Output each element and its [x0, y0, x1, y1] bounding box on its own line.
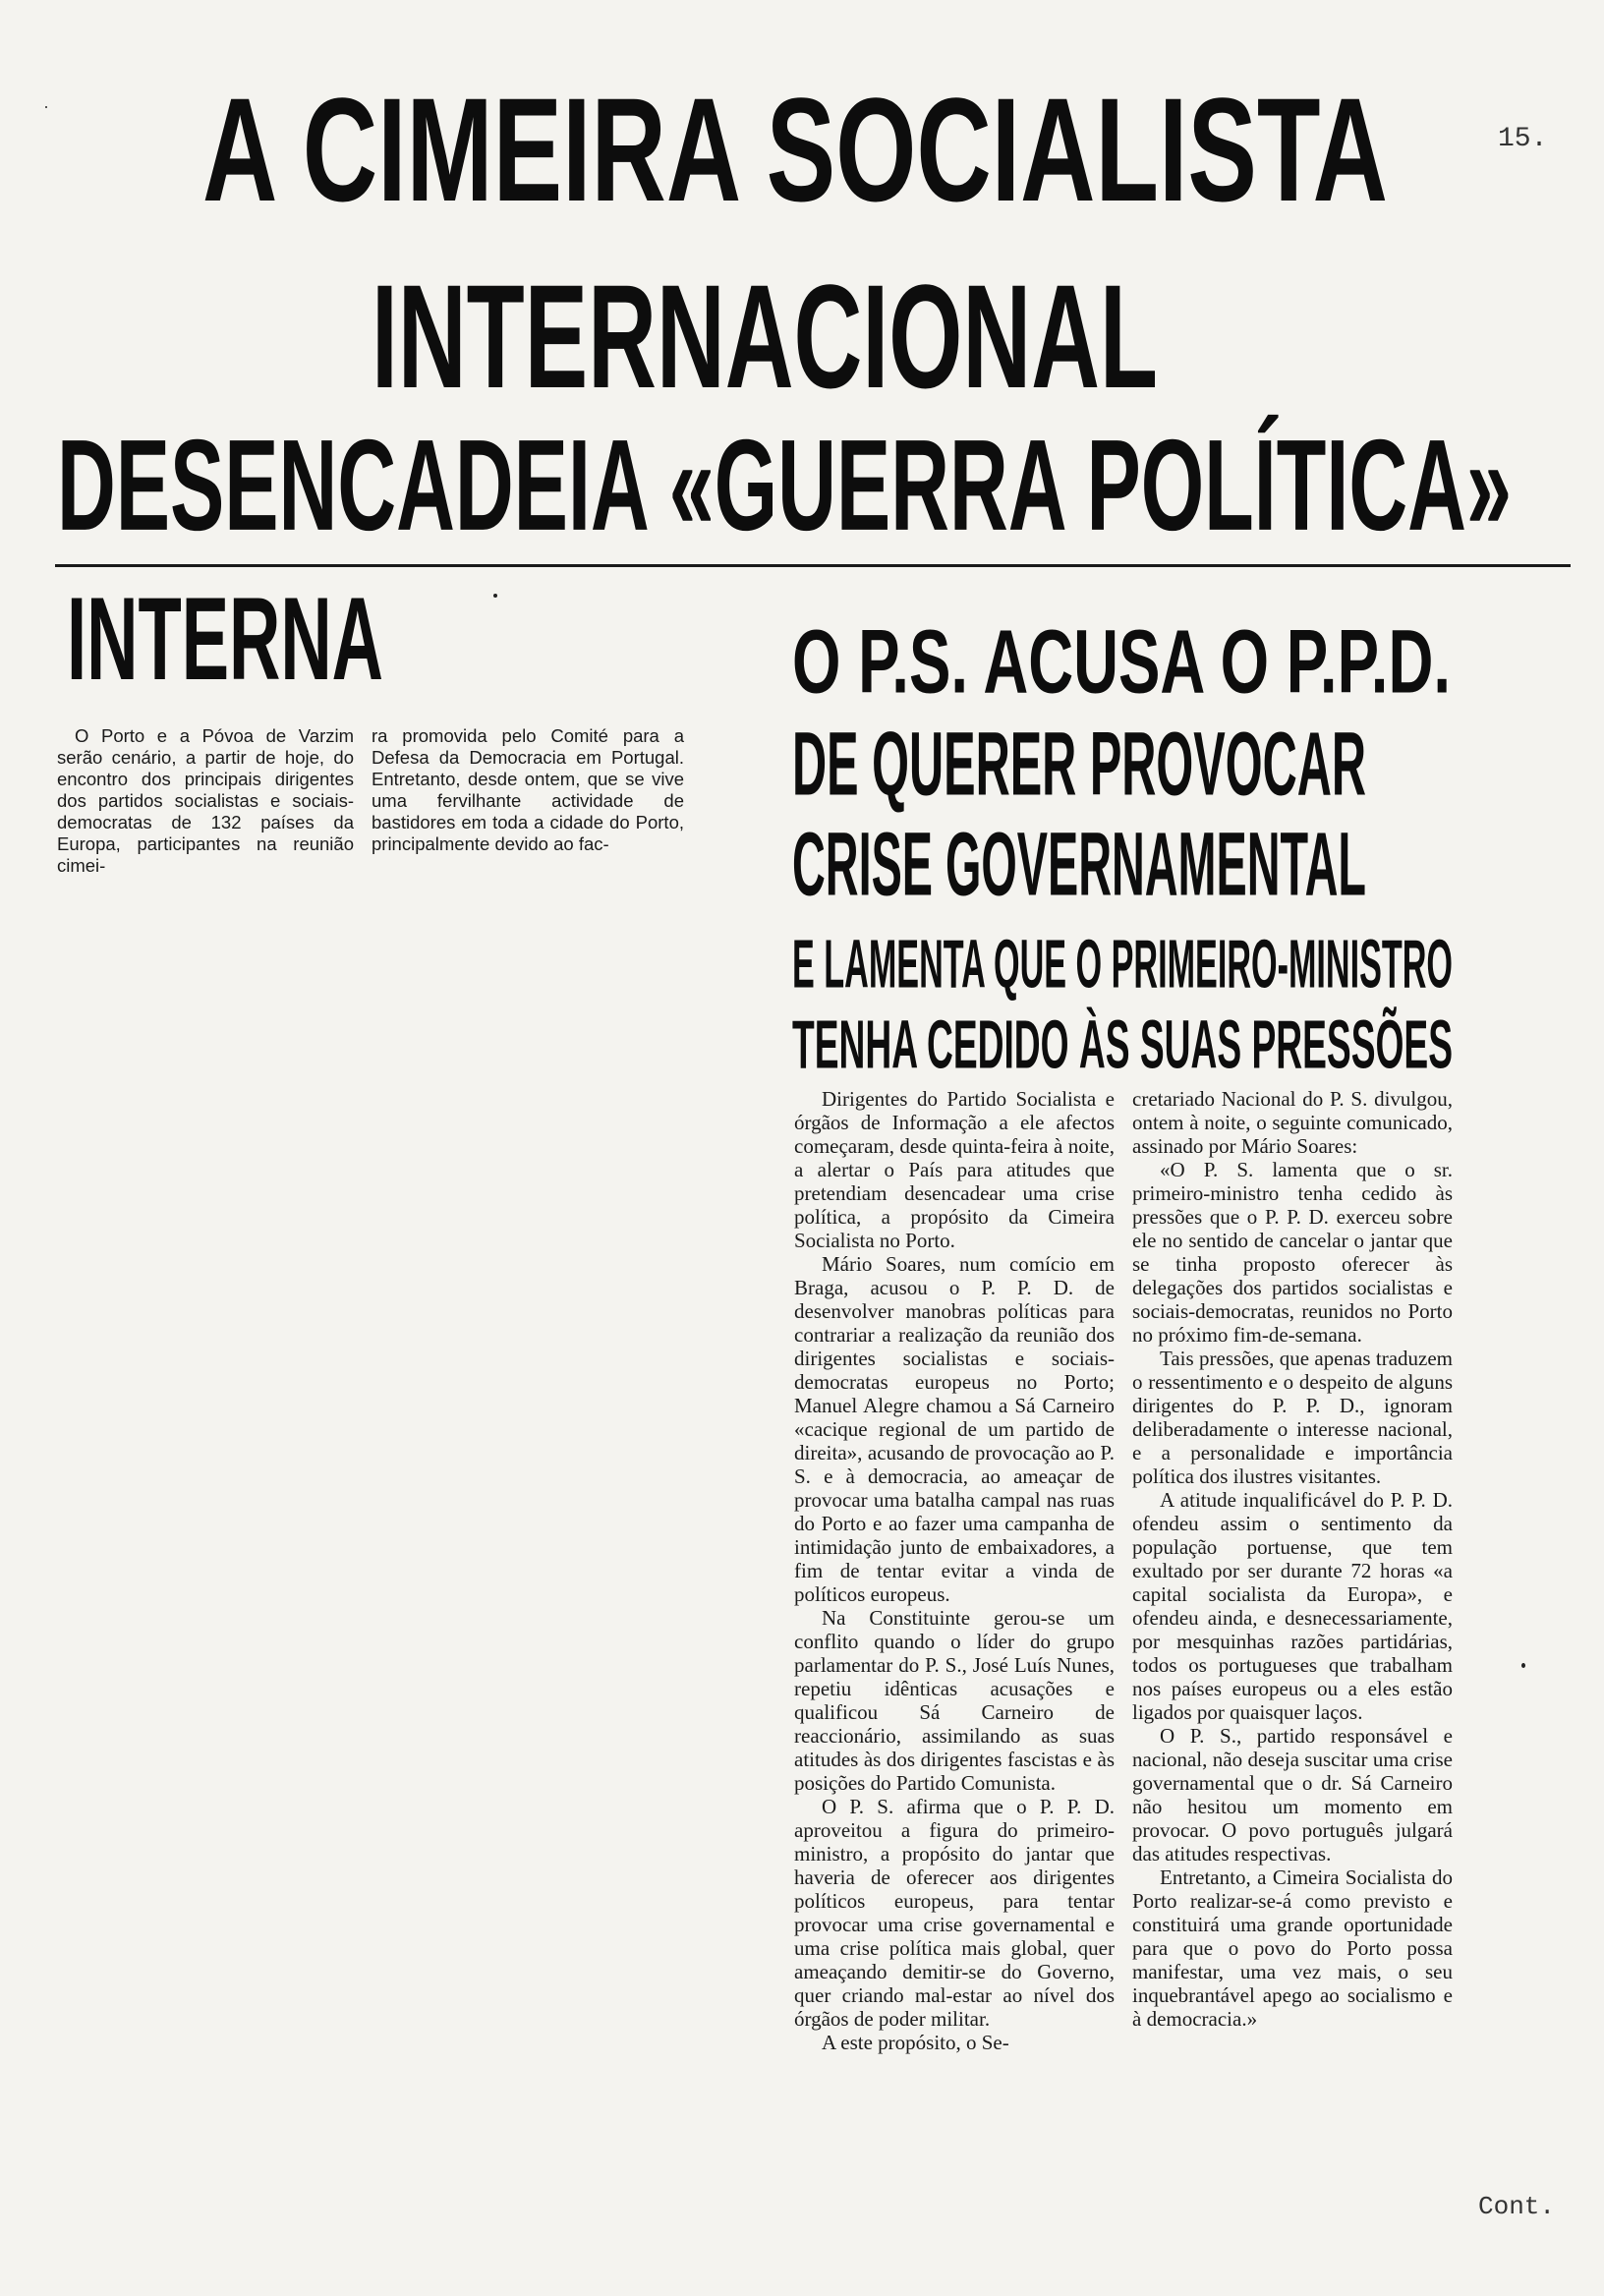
main-headline-line-3: DESENCADEIA «GUERRA POLÍTICA»: [57, 413, 1512, 558]
scan-speck: [1521, 1663, 1525, 1668]
scan-speck: [45, 106, 47, 108]
right-article-col1-para-5: A este propósito, o Se-: [822, 2031, 1009, 2054]
headline-rule: [55, 564, 1571, 567]
right-article-col2-para-6: Entretanto, a Cimeira Socialista do Porto realizar-se-á como previsto e constituirá uma grande oportunidade para que o povo do Porto possa manifestar, uma vez mais, o seu inquebrantável apego ao socialismo e à democracia.»: [1132, 1866, 1453, 2031]
left-article-text-1: O Porto e a Póvoa de Varzim serão cenário, a partir de hoje, do encontro dos principais dirigentes dos partidos socialistas e sociais-democratas de 132 países da Europa, participantes na reunião cimei-: [57, 725, 354, 876]
continued-marker: Cont.: [1478, 2192, 1556, 2221]
right-article-column-2: [1132, 1087, 1453, 2031]
right-article-col2-para-5: O P. S., partido responsável e nacional, não deseja suscitar uma crise governamental que o dr. Sá Carneiro não hesitou um momento em provocar. O povo português julgará das atitudes respectivas.: [1132, 1724, 1453, 1866]
left-article-column-1: [57, 725, 354, 877]
main-headline-line-1: A CIMEIRA SOCIALISTA: [202, 68, 1388, 233]
right-article-col2-para-1: cretariado Nacional do P. S. divulgou, ontem à noite, o seguinte comunicado, assinado por Mário Soares:: [1132, 1087, 1453, 1158]
page-number: 15.: [1498, 124, 1548, 154]
left-article-column-2: [372, 725, 684, 855]
left-article-text-2: ra promovida pelo Comité para a Defesa da Democracia em Portugal. Entretanto, desde ontem, que se vive uma fervilhante actividade de bastidores em toda a cidade do Porto, principalmente devido ao fac-: [372, 725, 684, 854]
main-headline-line-4: INTERNA: [67, 572, 383, 706]
right-subheadline-line-1: E LAMENTA QUE O PRIMEIRO-MINISTRO: [792, 926, 1453, 1003]
right-article-col1-para-3: Na Constituinte gerou-se um conflito quando o líder do grupo parlamentar do P. S., José Luís Nunes, repetiu idênticas acusações e qualificou Sá Carneiro de reaccionário, assimilando as suas atitudes às dos dirigentes fascistas e às posições do Partido Comunista.: [794, 1606, 1115, 1795]
right-article-col2-para-3: Tais pressões, que apenas traduzem o ressentimento e o despeito de alguns dirigentes do P. P. D., ignoram deliberadamente o interesse nacional, e a personalidade e importância política dos ilustres visitantes.: [1132, 1347, 1453, 1488]
right-headline-line-1: O P.S. ACUSA O P.P.D.: [792, 611, 1451, 714]
right-headline-line-2: DE QUERER PROVOCAR: [792, 714, 1366, 816]
right-subheadline-line-2: TENHA CEDIDO ÀS SUAS PRESSÕES: [792, 1006, 1453, 1083]
right-article-col1-para-4: O P. S. afirma que o P. P. D. aproveitou a figura do primeiro-ministro, a propósito do jantar que haveria de oferecer aos dirigentes políticos europeus, para tentar provocar uma crise governamental e uma crise política mais global, quer ameaçando demitir-se do Governo, quer criando mal-estar ao nível dos órgãos de poder militar.: [794, 1795, 1115, 2031]
scan-speck: [493, 594, 497, 598]
right-article-column-1: [794, 1087, 1115, 2054]
right-article-col1-para-2: Mário Soares, num comício em Braga, acusou o P. P. D. de desenvolver manobras políticas para contrariar a realização da reunião dos dirigentes socialistas e sociais-democratas europeus no Porto; Manuel Alegre chamou a Sá Carneiro «cacique regional de um partido de direita», acusando de provocação ao P. S. e à democracia, ao ameaçar de provocar uma batalha campal nas ruas do Porto e ao fazer uma campanha de intimidação junto de embaixadores, a fim de tentar evitar a vinda de políticos europeus.: [794, 1252, 1115, 1606]
right-article-col2-para-2: «O P. S. lamenta que o sr. primeiro-ministro tenha cedido às pressões que o P. P. D. exerceu sobre ele no sentido de cancelar o jantar que se tinha proposto oferecer às delegações dos partidos socialistas e sociais-democratas, reunidos no Porto no próximo fim-de-semana.: [1132, 1158, 1453, 1347]
right-article-col2-para-4: A atitude inqualificável do P. P. D. ofendeu assim o sentimento da população portuense, que tem exultado por ser durante 72 horas «a capital socialista da Europa», e ofendeu ainda, e desnecessariamente, por mesquinhas razões partidárias, todos os portugueses que trabalham nos países europeus ou a eles estão ligados por quaisquer laços.: [1132, 1488, 1453, 1724]
main-headline-line-2: INTERNACIONAL: [372, 255, 1158, 420]
right-headline-line-3: CRISE GOVERNAMENTAL: [792, 814, 1366, 916]
right-article-col1-para-1: Dirigentes do Partido Socialista e órgãos de Informação a ele afectos começaram, desde quinta-feira à noite, a alertar o País para atitudes que pretendiam desencadear uma crise política, a propósito da Cimeira Socialista no Porto.: [794, 1087, 1115, 1252]
